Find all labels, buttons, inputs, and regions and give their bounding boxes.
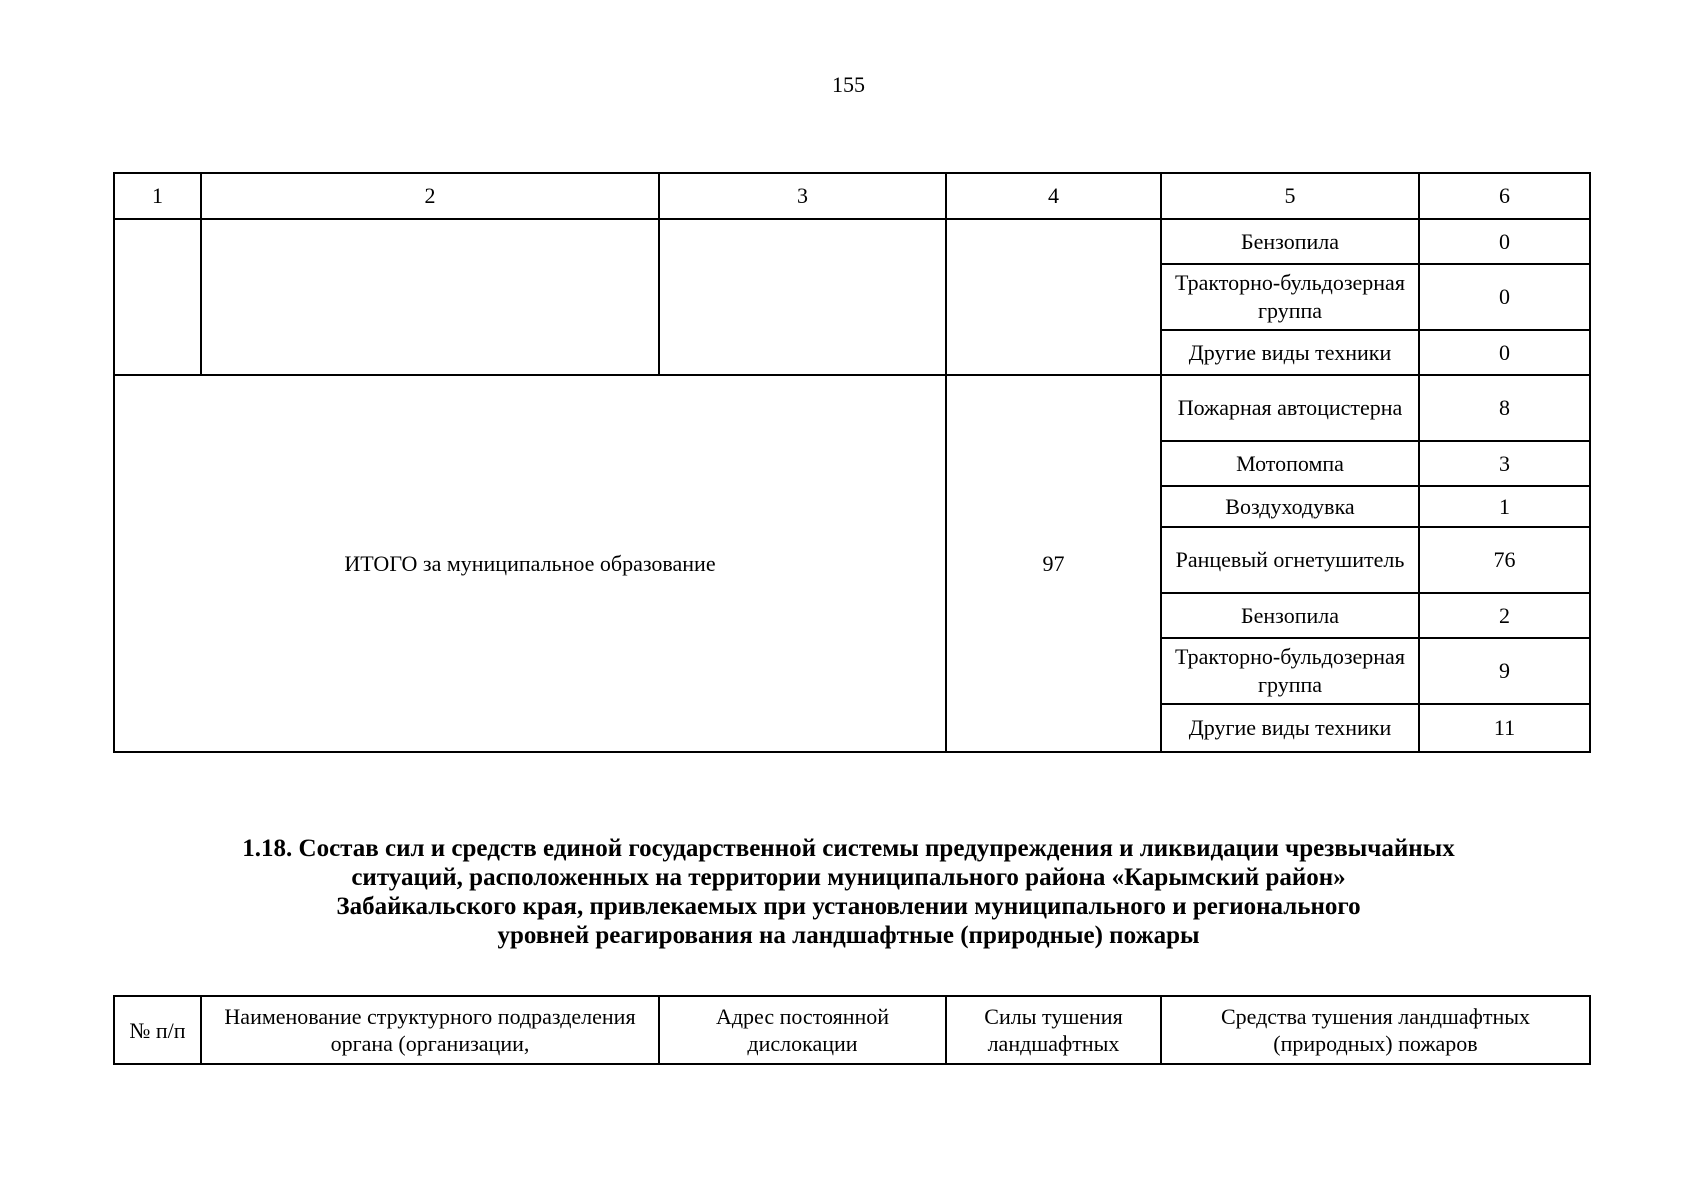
equipment-count: 0 bbox=[1419, 330, 1590, 375]
equipment-count: 76 bbox=[1419, 527, 1590, 593]
section-heading-line: 1.18. Состав сил и средств единой государственной системы предупреждения и ликвидации чрезвычайных bbox=[242, 835, 1455, 862]
equipment-count: 1 bbox=[1419, 486, 1590, 527]
equipment-name: Тракторно-бульдозерная группа bbox=[1161, 264, 1419, 330]
empty-cell bbox=[946, 219, 1161, 375]
equipment-count: 8 bbox=[1419, 375, 1590, 441]
column-number: 1 bbox=[114, 173, 201, 219]
table-row bbox=[114, 375, 1590, 441]
section-heading bbox=[0, 834, 1697, 950]
column-number: 5 bbox=[1161, 173, 1419, 219]
equipment-name: Тракторно-бульдозерная группа bbox=[1161, 638, 1419, 704]
column-number: 6 bbox=[1419, 173, 1590, 219]
section-heading-line: уровней реагирования на ландшафтные (природные) пожары bbox=[497, 922, 1200, 949]
equipment-name: Ранцевый огнетушитель bbox=[1161, 527, 1419, 593]
header-cell: № п/п bbox=[114, 996, 201, 1064]
header-cell: Средства тушения ландшафтных (природных) пожаров bbox=[1161, 996, 1590, 1064]
forces-table-header bbox=[113, 995, 1591, 1065]
equipment-count: 9 bbox=[1419, 638, 1590, 704]
equipment-count: 0 bbox=[1419, 219, 1590, 264]
column-number: 4 bbox=[946, 173, 1161, 219]
equipment-name: Воздуходувка bbox=[1161, 486, 1419, 527]
equipment-name: Бензопила bbox=[1161, 593, 1419, 638]
section-heading-line: Забайкальского края, привлекаемых при установлении муниципального и регионального bbox=[336, 893, 1361, 920]
equipment-count: 11 bbox=[1419, 704, 1590, 752]
column-number: 2 bbox=[201, 173, 659, 219]
equipment-name: Другие виды техники bbox=[1161, 330, 1419, 375]
forces-table-continued bbox=[113, 172, 1591, 753]
column-number-row bbox=[114, 173, 1590, 219]
section-heading-line: ситуаций, расположенных на территории муниципального района «Карымский район» bbox=[351, 864, 1346, 891]
equipment-name: Бензопила bbox=[1161, 219, 1419, 264]
empty-cell bbox=[114, 219, 201, 375]
equipment-name: Другие виды техники bbox=[1161, 704, 1419, 752]
header-cell: Силы тушения ландшафтных bbox=[946, 996, 1161, 1064]
equipment-count: 0 bbox=[1419, 264, 1590, 330]
equipment-count: 2 bbox=[1419, 593, 1590, 638]
header-cell: Адрес постоянной дислокации bbox=[659, 996, 946, 1064]
empty-cell bbox=[201, 219, 659, 375]
total-label: ИТОГО за муниципальное образование bbox=[114, 375, 946, 752]
column-number: 3 bbox=[659, 173, 946, 219]
equipment-name: Пожарная автоцистерна bbox=[1161, 375, 1419, 441]
equipment-name: Мотопомпа bbox=[1161, 441, 1419, 486]
empty-cell bbox=[659, 219, 946, 375]
page-number: 155 bbox=[832, 72, 865, 97]
equipment-count: 3 bbox=[1419, 441, 1590, 486]
total-forces: 97 bbox=[946, 375, 1161, 752]
header-row bbox=[114, 996, 1590, 1064]
header-cell: Наименование структурного подразделения органа (организации, bbox=[201, 996, 659, 1064]
table-row bbox=[114, 219, 1590, 264]
